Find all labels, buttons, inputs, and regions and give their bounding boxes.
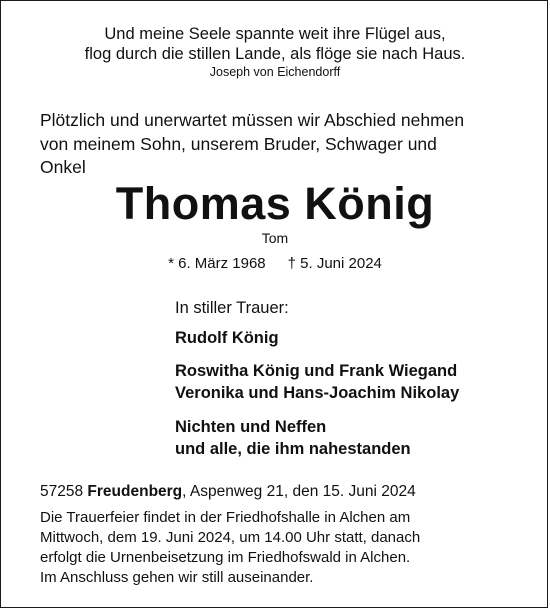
ceremony-line-3: erfolgt die Urnenbeisetzung im Friedhofswald in Alchen. [40, 549, 411, 566]
deceased-nickname: Tom [261, 230, 289, 246]
mourner-others: und alle, die ihm nahestanden [175, 440, 411, 458]
postcode: 57258 [40, 483, 84, 500]
place-date-line [40, 482, 520, 502]
quote-author: Joseph von Eichendorff [209, 65, 341, 79]
mourner-veronika: Veronika und Hans-Joachim Nikolay [175, 384, 460, 402]
intro-line-3: Onkel [40, 157, 86, 177]
life-dates [0, 255, 550, 273]
mourners-heading: In stiller Trauer: [175, 299, 289, 317]
mourner-nieces: Nichten und Neffen [175, 418, 327, 436]
death-date: † 5. Juni 2024 [287, 255, 382, 272]
address-rest: , Aspenweg 21, den 15. Juni 2024 [182, 483, 416, 500]
mourner-roswitha: Roswitha König und Frank Wiegand [175, 362, 458, 380]
ceremony-line-1: Die Trauerfeier findet in der Friedhofshalle in Alchen am [40, 509, 411, 526]
intro-line-1: Plötzlich und unerwartet müssen wir Abschied nehmen [40, 110, 465, 130]
ceremony-line-2: Mittwoch, dem 19. Juni 2024, um 14.00 Uhr statt, danach [40, 529, 421, 546]
mourner-rudolf: Rudolf König [175, 329, 279, 347]
town: Freudenberg [87, 483, 183, 500]
quote-line-2: flog durch die stillen Lande, als flöge sie nach Haus. [84, 45, 466, 63]
deceased-name: Thomas König [115, 178, 435, 229]
ceremony-line-4: Im Anschluss gehen wir still auseinander. [40, 569, 314, 586]
quote-line-1: Und meine Seele spannte weit ihre Flügel aus, [104, 25, 446, 43]
intro-line-2: von meinem Sohn, unserem Bruder, Schwager und [40, 134, 437, 154]
birth-date: * 6. März 1968 [168, 255, 266, 272]
